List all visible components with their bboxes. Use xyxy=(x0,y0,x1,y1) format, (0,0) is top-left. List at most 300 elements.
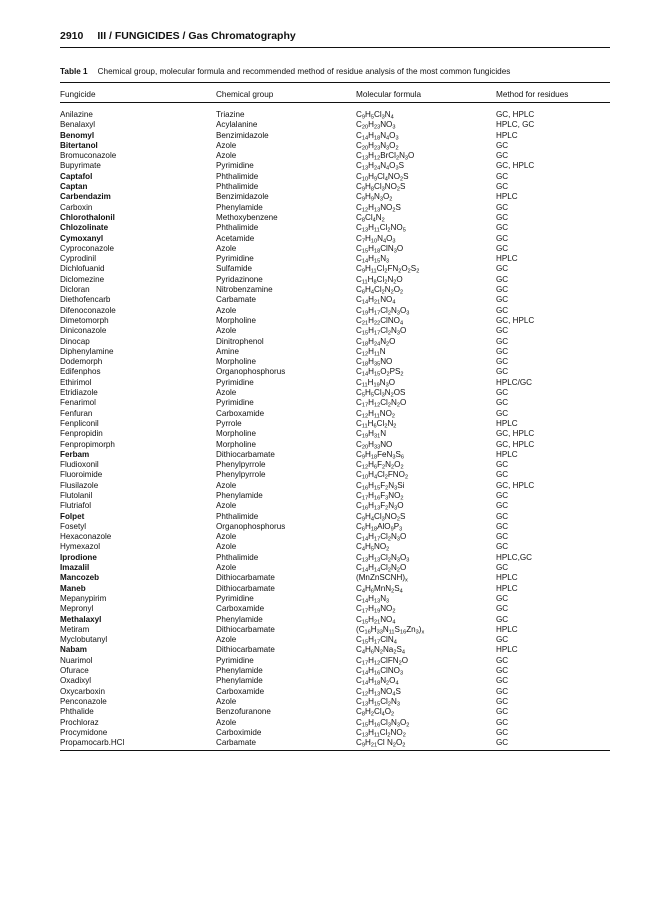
residue-method: GC xyxy=(496,408,509,418)
table-row xyxy=(60,460,610,470)
chemical-group: Morpholine xyxy=(216,429,257,439)
molecular-formula: $C_{14}H_{15}O_2PS_2$ xyxy=(356,367,404,378)
residue-method: GC xyxy=(496,212,509,222)
residue-method: GC xyxy=(496,686,509,696)
residue-method: GC xyxy=(496,182,509,192)
table-label: Table 1 xyxy=(60,67,88,76)
residue-method: GC, HPLC xyxy=(496,480,535,490)
chemical-group: Pyrimidine xyxy=(216,398,254,408)
molecular-formula: $C_{14}H_{18}N_2O_4$ xyxy=(356,676,399,687)
table-row xyxy=(60,326,610,336)
chemical-group: Pyrimidine xyxy=(216,655,254,665)
fungicide-name: Propamocarb.HCl xyxy=(60,738,125,748)
fungicide-name: Fludioxonil xyxy=(60,460,99,470)
table-row xyxy=(60,687,610,697)
table-row xyxy=(60,666,610,676)
table-row xyxy=(60,409,610,419)
table-row xyxy=(60,264,610,274)
molecular-formula: $C_{11}H_6Cl_2N_2$ xyxy=(356,418,397,430)
chemical-group: Phenylamide xyxy=(216,614,263,624)
fungicide-name: Diniconazole xyxy=(60,326,107,336)
molecular-formula: $C_{15}H_{18}ClN_3O$ xyxy=(356,243,404,255)
table-row xyxy=(60,367,610,377)
chemical-group: Dithiocarbamate xyxy=(216,624,275,634)
residue-method: HPLC xyxy=(496,573,518,583)
molecular-formula: $C_{18}H_{24}N_2O$ xyxy=(356,336,396,348)
table-row xyxy=(60,532,610,542)
chemical-group: Carboxamide xyxy=(216,408,265,418)
table-body xyxy=(60,110,610,748)
chemical-group: Azole xyxy=(216,388,237,398)
table-row xyxy=(60,388,610,398)
residue-method: HPLC xyxy=(496,449,518,459)
chemical-group: Carbamate xyxy=(216,295,257,305)
fungicide-name: Methalaxyl xyxy=(60,614,102,624)
residue-method: GC, HPLC xyxy=(496,439,535,449)
molecular-formula: $C_{20}H_{33}NO$ xyxy=(356,439,393,450)
fungicide-name: Maneb xyxy=(60,583,86,593)
molecular-formula: $C_{13}H_{11}Cl_2NO_5$ xyxy=(356,223,406,234)
chemical-group: Morpholine xyxy=(216,357,257,367)
chemical-group: Pyrimidine xyxy=(216,161,254,171)
fungicide-name: Hexaconazole xyxy=(60,532,112,542)
molecular-formula: $C_9H_{18}FeN_3S_6$ xyxy=(356,449,405,461)
molecular-formula: $C_{17}H_{19}NO_2$ xyxy=(356,604,396,615)
fungicide-name: Mepanypirim xyxy=(60,593,107,603)
molecular-formula: $C_{10}H_9Cl_4NO_2S$ xyxy=(356,171,409,183)
chemical-group: Dithiocarbamate xyxy=(216,645,275,655)
fungicide-name: Fenpliconil xyxy=(60,418,99,428)
fungicide-name: Chlorothalonil xyxy=(60,212,115,222)
residue-method: GC xyxy=(496,727,509,737)
chemical-group: Azole xyxy=(216,501,237,511)
chemical-group: Sulfamide xyxy=(216,264,252,274)
chemical-group: Azole xyxy=(216,563,237,573)
chemical-group: Phthalimide xyxy=(216,171,259,181)
table-row xyxy=(60,491,610,501)
residue-method: HPLC xyxy=(496,130,518,140)
fungicide-name: Bromuconazole xyxy=(60,151,117,161)
chemical-group: Phthalimide xyxy=(216,223,259,233)
table-row xyxy=(60,285,610,295)
molecular-formula: $C_{18}H_{35}NO$ xyxy=(356,357,393,368)
chemical-group: Phenylamide xyxy=(216,676,263,686)
residue-method: GC xyxy=(496,346,509,356)
table-row xyxy=(60,440,610,450)
fungicide-name: Nuarimol xyxy=(60,655,93,665)
chemical-group: Dithiocarbamate xyxy=(216,449,275,459)
table-row xyxy=(60,728,610,738)
table-row xyxy=(60,378,610,388)
residue-method: HPLC xyxy=(496,645,518,655)
fungicide-name: Fenpropidin xyxy=(60,429,103,439)
chemical-group: Acetamide xyxy=(216,233,255,243)
table-row xyxy=(60,192,610,202)
fungicide-name: Phthalide xyxy=(60,707,94,717)
residue-method: GC xyxy=(496,604,509,614)
table-row xyxy=(60,645,610,655)
molecular-formula: $C_9H_9N_3O_2$ xyxy=(356,192,393,203)
residue-method: GC xyxy=(496,532,509,542)
residue-method: HPLC xyxy=(496,624,518,634)
chemical-group: Pyrrole xyxy=(216,418,242,428)
table-row xyxy=(60,738,610,748)
residue-method: GC xyxy=(496,542,509,552)
fungicide-name: Edifenphos xyxy=(60,367,101,377)
residue-method: GC xyxy=(496,696,509,706)
residue-method: HPLC xyxy=(496,418,518,428)
molecular-formula: $C_{12}H_6F_2N_2O_2$ xyxy=(356,460,404,471)
residue-method: GC xyxy=(496,243,509,253)
fungicide-name: Flutolanil xyxy=(60,490,93,500)
molecular-formula: $C_{20}H_{23}NO_3$ xyxy=(356,120,396,131)
molecular-formula: $C_{16}H_{15}F_2N_3Si$ xyxy=(356,480,405,492)
table-row xyxy=(60,151,610,161)
chemical-group: Azole xyxy=(216,480,237,490)
table-row xyxy=(60,718,610,728)
chemical-group: Organophosphorus xyxy=(216,521,286,531)
residue-method: GC, HPLC xyxy=(496,315,535,325)
fungicide-name: Diphenylamine xyxy=(60,346,114,356)
residue-method: GC xyxy=(496,171,509,181)
chemical-group: Carboxamide xyxy=(216,604,265,614)
chemical-group: Phenylamide xyxy=(216,490,263,500)
fungicide-name: Oxycarboxin xyxy=(60,686,105,696)
molecular-formula: $C_{11}H_{19}N_3O$ xyxy=(356,377,396,389)
fungicide-name: Carbendazim xyxy=(60,192,111,202)
residue-method: GC xyxy=(496,614,509,624)
chemical-group: Pyrimidine xyxy=(216,593,254,603)
molecular-formula: $C_9H_4Cl_3NO_2S$ xyxy=(356,511,406,523)
table-row xyxy=(60,275,610,285)
residue-method: GC xyxy=(496,593,509,603)
chemical-group: Azole xyxy=(216,151,237,161)
chemical-group: Carbamate xyxy=(216,738,257,748)
table-row xyxy=(60,573,610,583)
fungicide-name: Hymexazol xyxy=(60,542,101,552)
molecular-formula: $C_{15}H_{16}Cl_3N_3O_2$ xyxy=(356,717,410,729)
chemical-group: Carboximide xyxy=(216,727,262,737)
table-row xyxy=(60,625,610,635)
chemical-group: Morpholine xyxy=(216,439,257,449)
residue-method: GC xyxy=(496,357,509,367)
chemical-group: Benzimidazole xyxy=(216,130,269,140)
chemical-group: Azole xyxy=(216,305,237,315)
fungicide-name: Dichlofuanid xyxy=(60,264,105,274)
fungicide-name: Ofurace xyxy=(60,666,89,676)
chemical-group: Azole xyxy=(216,243,237,253)
column-header-molecular-formula: Molecular formula xyxy=(356,90,422,99)
residue-method: HPLC xyxy=(496,192,518,202)
table-row xyxy=(60,172,610,182)
residue-method: GC xyxy=(496,635,509,645)
residue-method: GC xyxy=(496,305,509,315)
fungicide-name: Bupyrimate xyxy=(60,161,101,171)
molecular-formula: $C_4H_5NO_2$ xyxy=(356,542,390,553)
chemical-group: Azole xyxy=(216,532,237,542)
fungicide-name: Bitertanol xyxy=(60,140,98,150)
molecular-formula: $C_{17}H_{12}Cl_2N_2O$ xyxy=(356,398,407,409)
table-row xyxy=(60,656,610,666)
residue-method: GC, HPLC xyxy=(496,429,535,439)
molecular-formula: $C_{19}H_{17}Cl_2N_3O_3$ xyxy=(356,305,410,317)
molecular-formula: $C_{17}H_{16}F_3NO_2$ xyxy=(356,490,404,502)
fungicide-name: Myclobutanyl xyxy=(60,635,108,645)
molecular-formula: $C_9H_5Cl_3N_4$ xyxy=(356,110,394,121)
chemical-group: Pyrimidine xyxy=(216,377,254,387)
molecular-formula: $C_5H_5Cl_3N_2OS$ xyxy=(356,388,406,399)
molecular-formula: $C_4H_6N_2Na_2S_4$ xyxy=(356,645,405,656)
fungicide-name: Cyproconazole xyxy=(60,243,114,253)
table-row xyxy=(60,131,610,141)
chemical-group: Amine xyxy=(216,346,239,356)
fungicide-name: Dinocap xyxy=(60,336,90,346)
residue-method: GC, HPLC xyxy=(496,161,535,171)
chemical-group: Phenylamide xyxy=(216,202,263,212)
table-row xyxy=(60,429,610,439)
column-header-fungicide: Fungicide xyxy=(60,90,96,99)
chemical-group: Dithiocarbamate xyxy=(216,583,275,593)
residue-method: GC xyxy=(496,470,509,480)
residue-method: GC xyxy=(496,717,509,727)
residue-method: HPLC, GC xyxy=(496,120,535,130)
chemical-group: Phthalimide xyxy=(216,511,259,521)
residue-method: GC xyxy=(496,233,509,243)
molecular-formula: $C_7H_{10}N_4O_3$ xyxy=(356,233,396,245)
fungicide-name: Ferbam xyxy=(60,449,90,459)
molecular-formula: $C_{10}H_4Cl_2FNO_2$ xyxy=(356,470,409,481)
chemical-group: Azole xyxy=(216,717,237,727)
molecular-formula: $C_{11}H_8Cl_2N_2O$ xyxy=(356,274,403,286)
fungicide-name: Anilazine xyxy=(60,110,93,119)
chemical-group: Methoxybenzene xyxy=(216,212,278,222)
table-row xyxy=(60,470,610,480)
fungicide-name: Fenarimol xyxy=(60,398,96,408)
chemical-group: Azole xyxy=(216,635,237,645)
chemical-group: Benzimidazole xyxy=(216,192,269,202)
table-row xyxy=(60,594,610,604)
table-row xyxy=(60,244,610,254)
molecular-formula: $C_{14}H_{18}N_4O_3$ xyxy=(356,130,399,142)
fungicide-name: Cymoxanyl xyxy=(60,233,104,243)
fungicide-name: Dodemorph xyxy=(60,357,103,367)
molecular-formula: $C_{13}H_{12}BrCl_2N_3O$ xyxy=(356,151,415,162)
table-row xyxy=(60,120,610,130)
residue-method: GC xyxy=(496,521,509,531)
fungicide-name: Benalaxyl xyxy=(60,120,96,130)
residue-method: GC xyxy=(496,676,509,686)
molecular-formula: $C_6H_4Cl_2N_2O_2$ xyxy=(356,285,404,296)
molecular-formula: $C_{14}H_{13}N_3$ xyxy=(356,593,390,605)
residue-method: GC xyxy=(496,202,509,212)
residue-method: GC xyxy=(496,563,509,573)
table-row xyxy=(60,337,610,347)
page-number: 2910 xyxy=(60,30,84,42)
table-row xyxy=(60,203,610,213)
fungicide-name: Prochloraz xyxy=(60,717,99,727)
molecular-formula: $C_{12}H_{13}NO_4S$ xyxy=(356,686,401,698)
table-row xyxy=(60,398,610,408)
molecular-formula: $C_{19}H_{31}N$ xyxy=(356,429,387,440)
molecular-formula: $C_{20}H_{23}N_3O_2$ xyxy=(356,140,399,152)
table-row xyxy=(60,635,610,645)
chemical-group: Triazine xyxy=(216,110,245,119)
fungicide-name: Etridiazole xyxy=(60,388,98,398)
molecular-formula: $C_{14}H_{15}N_3$ xyxy=(356,254,390,265)
table-row xyxy=(60,223,610,233)
fungicide-name: Captan xyxy=(60,182,88,192)
page-header xyxy=(60,30,610,43)
molecular-formula: $C_{12}H_{11}N$ xyxy=(356,346,386,358)
molecular-formula: $C_{17}H_{12}ClFN_2O$ xyxy=(356,655,409,667)
residue-method: GC xyxy=(496,151,509,161)
table-row xyxy=(60,182,610,192)
table-row xyxy=(60,450,610,460)
table-bottom-rule xyxy=(60,750,610,751)
residue-method: HPLC/GC xyxy=(496,377,532,387)
fungicide-name: Chlozolinate xyxy=(60,223,109,233)
molecular-formula: $C_{15}H_{21}NO_4$ xyxy=(356,614,396,626)
molecular-formula: $C_4H_6MnN_2S_4$ xyxy=(356,583,403,595)
running-title: III / FUNGICIDES / Gas Chromatography xyxy=(97,30,296,42)
chemical-group: Azole xyxy=(216,326,237,336)
table-row xyxy=(60,604,610,614)
molecular-formula: $C_9H_{11}Cl_2FN_2O_2S_2$ xyxy=(356,264,420,275)
fungicide-name: Nabam xyxy=(60,645,87,655)
chemical-group: Morpholine xyxy=(216,315,257,325)
fungicide-name: Flusilazole xyxy=(60,480,99,490)
fungicide-name: Oxadixyl xyxy=(60,676,92,686)
chemical-group: Azole xyxy=(216,140,237,150)
chemical-group: Carboxamide xyxy=(216,686,265,696)
table-header-rule xyxy=(60,102,610,103)
table-row xyxy=(60,542,610,552)
residue-method: HPLC xyxy=(496,254,518,264)
chemical-group: Benzofuranone xyxy=(216,707,271,717)
fungicide-name: Ethirimol xyxy=(60,377,92,387)
fungicide-name: Imazalil xyxy=(60,563,90,573)
chemical-group: Pyridazinone xyxy=(216,274,263,284)
residue-method: GC xyxy=(496,140,509,150)
residue-method: GC xyxy=(496,336,509,346)
molecular-formula: $(MnZnSCNH)_x$ xyxy=(356,573,408,584)
table-row xyxy=(60,707,610,717)
residue-method: GC xyxy=(496,655,509,665)
residue-method: GC xyxy=(496,707,509,717)
residue-method: GC xyxy=(496,388,509,398)
residue-method: GC xyxy=(496,666,509,676)
residue-method: GC xyxy=(496,223,509,233)
molecular-formula: $C_{13}H_{13}Cl_2N_3O_3$ xyxy=(356,552,410,564)
molecular-formula: $C_{16}H_{13}F_2N_3O$ xyxy=(356,501,404,512)
fungicide-name: Fosetyl xyxy=(60,521,87,531)
chemical-group: Phthalimide xyxy=(216,552,259,562)
table-row xyxy=(60,522,610,532)
residue-method: GC, HPLC xyxy=(496,110,535,119)
table-top-rule xyxy=(60,82,610,83)
chemical-group: Dithiocarbamate xyxy=(216,573,275,583)
molecular-formula: $C_{13}H_{11}Cl_2NO_2$ xyxy=(356,727,406,739)
fungicide-name: Penconazole xyxy=(60,696,107,706)
residue-method: HPLC,GC xyxy=(496,552,532,562)
chemical-group: Acylalanine xyxy=(216,120,258,130)
table-row xyxy=(60,615,610,625)
caption-text: Chemical group, molecular formula and recommended method of residue analysis of the most common fungicides xyxy=(97,67,511,76)
molecular-formula: $C_8H_2Cl_4O_2$ xyxy=(356,707,395,718)
table-row xyxy=(60,553,610,563)
fungicide-name: Difenoconazole xyxy=(60,305,116,315)
fungicide-name: Benomyl xyxy=(60,130,95,140)
column-header-method: Method for residues xyxy=(496,90,569,99)
molecular-formula: $C_{12}H_{13}NO_2S$ xyxy=(356,202,401,214)
molecular-formula: $C_9H_8Cl_3NO_2S$ xyxy=(356,182,406,193)
table-caption xyxy=(60,66,610,77)
molecular-formula: $C_{13}H_{15}Cl_2N_3$ xyxy=(356,696,400,708)
molecular-formula: $C_{13}H_{24}N_4O_3S$ xyxy=(356,161,404,172)
fungicide-name: Diethofencarb xyxy=(60,295,111,305)
fungicide-name: Fenpropimorph xyxy=(60,439,115,449)
chemical-group: Phthalimide xyxy=(216,182,259,192)
molecular-formula: $C_9H_{21}Cl$ $N_2O_2$ xyxy=(356,738,406,749)
fungicide-name: Dimetomorph xyxy=(60,315,109,325)
chemical-group: Phenylamide xyxy=(216,666,263,676)
molecular-formula: $C_{12}H_{11}NO_2$ xyxy=(356,408,396,420)
table-row xyxy=(60,481,610,491)
fungicide-name: Flutriafol xyxy=(60,501,92,511)
residue-method: GC xyxy=(496,490,509,500)
table-row xyxy=(60,295,610,305)
molecular-formula: $C_{15}H_{17}ClN_4$ xyxy=(356,635,397,646)
fungicide-name: Folpet xyxy=(60,511,85,521)
molecular-formula: $C_{14}H_{14}Cl_2N_2O$ xyxy=(356,563,407,574)
fungicide-name: Iprodione xyxy=(60,552,97,562)
table-row xyxy=(60,316,610,326)
molecular-formula: $C_{14}H_{17}Cl_2N_3O$ xyxy=(356,532,407,543)
fungicide-name: Mancozeb xyxy=(60,573,100,583)
fungicide-name: Dicloran xyxy=(60,285,90,295)
fungicide-name: Procymidone xyxy=(60,727,108,737)
fungicide-name: Cyprodinil xyxy=(60,254,96,264)
table-row xyxy=(60,697,610,707)
column-header-chemical-group: Chemical group xyxy=(216,90,274,99)
fungicide-name: Carboxin xyxy=(60,202,93,212)
fungicide-name: Diclomezine xyxy=(60,274,105,284)
molecular-formula: $C_{21}H_{22}ClNO_4$ xyxy=(356,315,404,327)
molecular-formula: $C_{14}H_{16}ClNO_3$ xyxy=(356,666,404,677)
table-row xyxy=(60,161,610,171)
table-row xyxy=(60,584,610,594)
chemical-group: Nitrobenzamine xyxy=(216,285,273,295)
table-row xyxy=(60,254,610,264)
table-row xyxy=(60,501,610,511)
residue-method: GC xyxy=(496,398,509,408)
residue-method: GC xyxy=(496,738,509,748)
residue-method: GC xyxy=(496,285,509,295)
header-rule xyxy=(60,47,610,48)
table-row xyxy=(60,419,610,429)
residue-method: GC xyxy=(496,295,509,305)
molecular-formula: $C_8Cl_4N_2$ xyxy=(356,212,385,224)
residue-method: GC xyxy=(496,367,509,377)
chemical-group: Organophosphorus xyxy=(216,367,286,377)
residue-method: GC xyxy=(496,274,509,284)
table-row xyxy=(60,110,610,120)
chemical-group: Azole xyxy=(216,542,237,552)
molecular-formula: $C_{14}H_{21}NO_4$ xyxy=(356,295,396,306)
residue-method: HPLC xyxy=(496,583,518,593)
table-row xyxy=(60,512,610,522)
residue-method: GC xyxy=(496,501,509,511)
